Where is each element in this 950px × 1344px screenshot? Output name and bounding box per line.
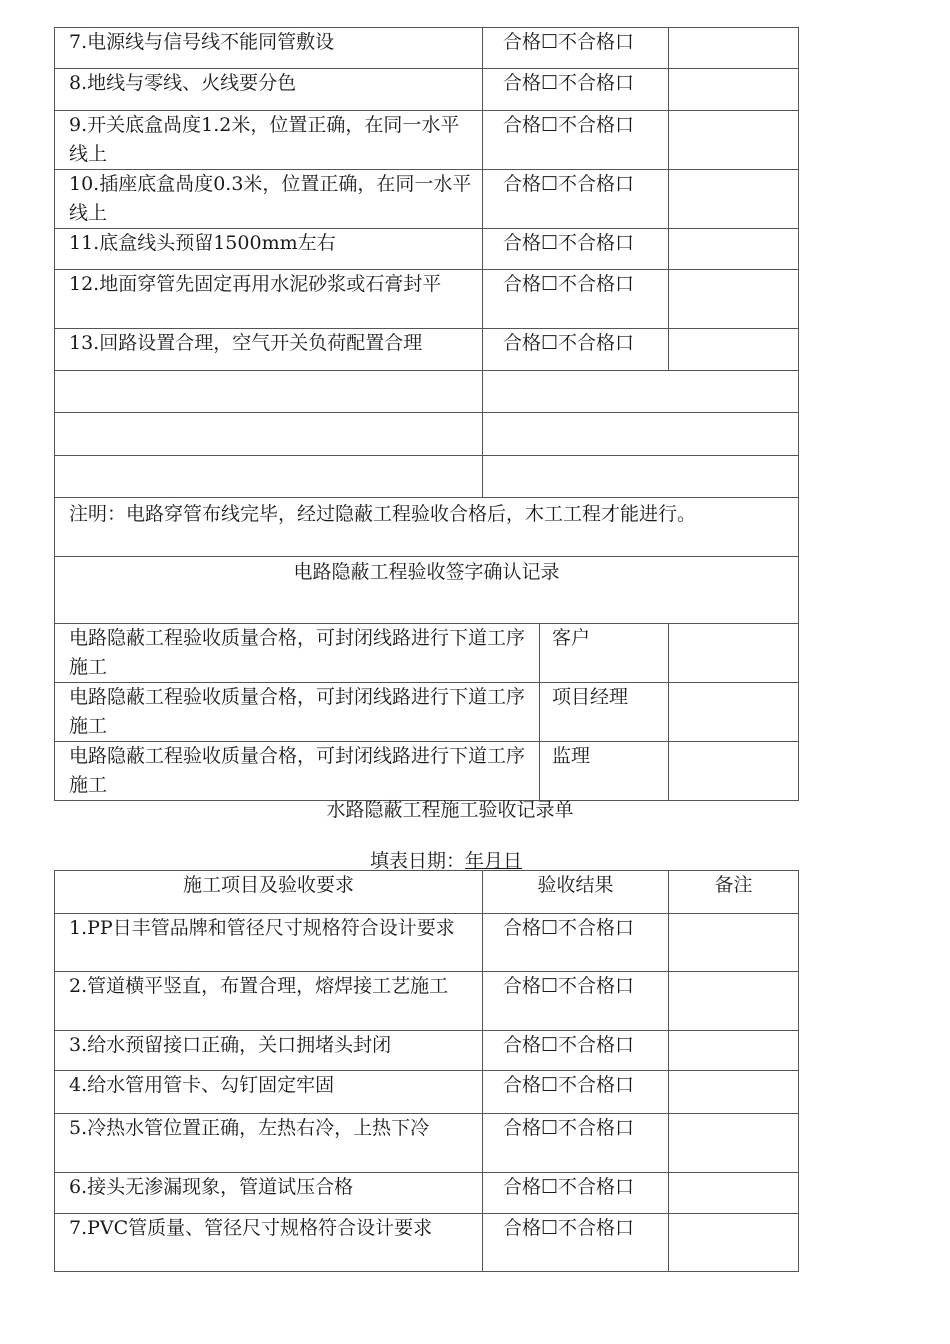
sign-statement: 电路隐蔽工程验收质量合格，可封闭线路进行下道工序施工 [55, 624, 540, 683]
remark-cell[interactable] [669, 1031, 799, 1071]
table-row [55, 1173, 799, 1214]
remark-cell[interactable] [669, 69, 799, 111]
blank-row [55, 413, 799, 456]
signature-cell[interactable] [669, 624, 799, 683]
item-text: 2.管道横平竖直，布置合理，熔焊接工艺施工 [55, 972, 483, 1031]
item-text: 13.回路设置合理，空气开关负荷配置合理 [55, 329, 483, 371]
result-checkbox-text[interactable]: 合格☐不合格口 [483, 111, 669, 170]
result-checkbox-text[interactable]: 合格☐不合格口 [483, 1214, 669, 1272]
result-checkbox-text[interactable]: 合格☐不合格口 [483, 270, 669, 329]
result-checkbox-text[interactable]: 合格☐不合格口 [483, 1031, 669, 1071]
table-row [55, 914, 799, 972]
sign-role-label: 客户 [540, 624, 669, 683]
note-text: 注明：电路穿管布线完毕，经过隐蔽工程验收合格后，木工工程才能进行。 [55, 498, 799, 557]
sign-row [55, 624, 799, 683]
blank-result-cell[interactable] [483, 413, 799, 456]
sign-statement: 电路隐蔽工程验收质量合格，可封闭线路进行下道工序施工 [55, 742, 540, 801]
result-checkbox-text[interactable]: 合格☐不合格口 [483, 170, 669, 229]
sign-title-row [55, 557, 799, 624]
remark-cell[interactable] [669, 1173, 799, 1214]
fill-date-label: 填表日期： [370, 850, 466, 872]
table-row [55, 229, 799, 270]
fill-date-value[interactable]: 年月日 [465, 850, 523, 872]
table-row [55, 329, 799, 371]
header-row [55, 871, 799, 914]
item-text: 10.插座底盒咼度0.3米，位置正确，在同一水平线上 [55, 170, 483, 229]
item-text: 5.冷热水管位置正确，左热右冷，上热下冷 [55, 1114, 483, 1173]
item-text: 7.电源线与信号线不能同管敷设 [55, 28, 483, 69]
item-text: 11.底盒线头预留1500mm左右 [55, 229, 483, 270]
table-row [55, 170, 799, 229]
table-row [55, 1214, 799, 1272]
remark-cell[interactable] [669, 111, 799, 170]
blank-result-cell[interactable] [483, 371, 799, 413]
result-checkbox-text[interactable]: 合格☐不合格口 [483, 28, 669, 69]
blank-item-cell[interactable] [55, 371, 483, 413]
remark-cell[interactable] [669, 1214, 799, 1272]
table-row [55, 111, 799, 170]
result-checkbox-text[interactable]: 合格☐不合格口 [483, 1071, 669, 1114]
electric-inspection-table [54, 27, 799, 801]
remark-cell[interactable] [669, 270, 799, 329]
item-text: 6.接头无渗漏现象，管道试压合格 [55, 1173, 483, 1214]
note-row [55, 498, 799, 557]
sign-row [55, 742, 799, 801]
blank-item-cell[interactable] [55, 413, 483, 456]
remark-cell[interactable] [669, 28, 799, 69]
sign-role-label: 项目经理 [540, 683, 669, 742]
table-row [55, 972, 799, 1031]
signature-cell[interactable] [669, 742, 799, 801]
result-checkbox-text[interactable]: 合格☐不合格口 [483, 972, 669, 1031]
result-checkbox-text[interactable]: 合格☐不合格口 [483, 1173, 669, 1214]
sign-statement: 电路隐蔽工程验收质量合格，可封闭线路进行下道工序施工 [55, 683, 540, 742]
column-header-remark: 备注 [669, 871, 799, 914]
water-section-title: 水路隐蔽工程施工验收记录单 [326, 799, 574, 821]
result-checkbox-text[interactable]: 合格☐不合格口 [483, 1114, 669, 1173]
blank-item-cell[interactable] [55, 456, 483, 498]
item-text: 3.给水预留接口正确，关口拥堵头封闭 [55, 1031, 483, 1071]
table-row [55, 69, 799, 111]
result-checkbox-text[interactable]: 合格☐不合格口 [483, 69, 669, 111]
item-text: 7.PVC管质量、管径尺寸规格符合设计要求 [55, 1214, 483, 1272]
remark-cell[interactable] [669, 229, 799, 270]
remark-cell[interactable] [669, 972, 799, 1031]
item-text: 12.地面穿管先固定再用水泥砂浆或石膏封平 [55, 270, 483, 329]
item-text: 1.PP日丰管品牌和管径尺寸规格符合设计要求 [55, 914, 483, 972]
result-checkbox-text[interactable]: 合格☐不合格口 [483, 329, 669, 371]
blank-result-cell[interactable] [483, 456, 799, 498]
item-text: 9.开关底盒咼度1.2米，位置正确，在同一水平线上 [55, 111, 483, 170]
blank-row [55, 371, 799, 413]
remark-cell[interactable] [669, 1114, 799, 1173]
sign-row [55, 683, 799, 742]
sign-role-label: 监理 [540, 742, 669, 801]
column-header-item: 施工项目及验收要求 [55, 871, 483, 914]
water-inspection-table [54, 870, 799, 1272]
table-row [55, 1031, 799, 1071]
sign-section-title: 电路隐蔽工程验收签字确认记录 [55, 557, 799, 624]
table-row [55, 28, 799, 69]
table-row [55, 1071, 799, 1114]
table-row [55, 1114, 799, 1173]
remark-cell[interactable] [669, 914, 799, 972]
blank-row [55, 456, 799, 498]
item-text: 4.给水管用管卡、勾钉固定牢固 [55, 1071, 483, 1114]
signature-cell[interactable] [669, 683, 799, 742]
remark-cell[interactable] [669, 329, 799, 371]
item-text: 8.地线与零线、火线要分色 [55, 69, 483, 111]
remark-cell[interactable] [669, 1071, 799, 1114]
result-checkbox-text[interactable]: 合格☐不合格口 [483, 229, 669, 270]
column-header-result: 验收结果 [483, 871, 669, 914]
remark-cell[interactable] [669, 170, 799, 229]
table-row [55, 270, 799, 329]
result-checkbox-text[interactable]: 合格☐不合格口 [483, 914, 669, 972]
